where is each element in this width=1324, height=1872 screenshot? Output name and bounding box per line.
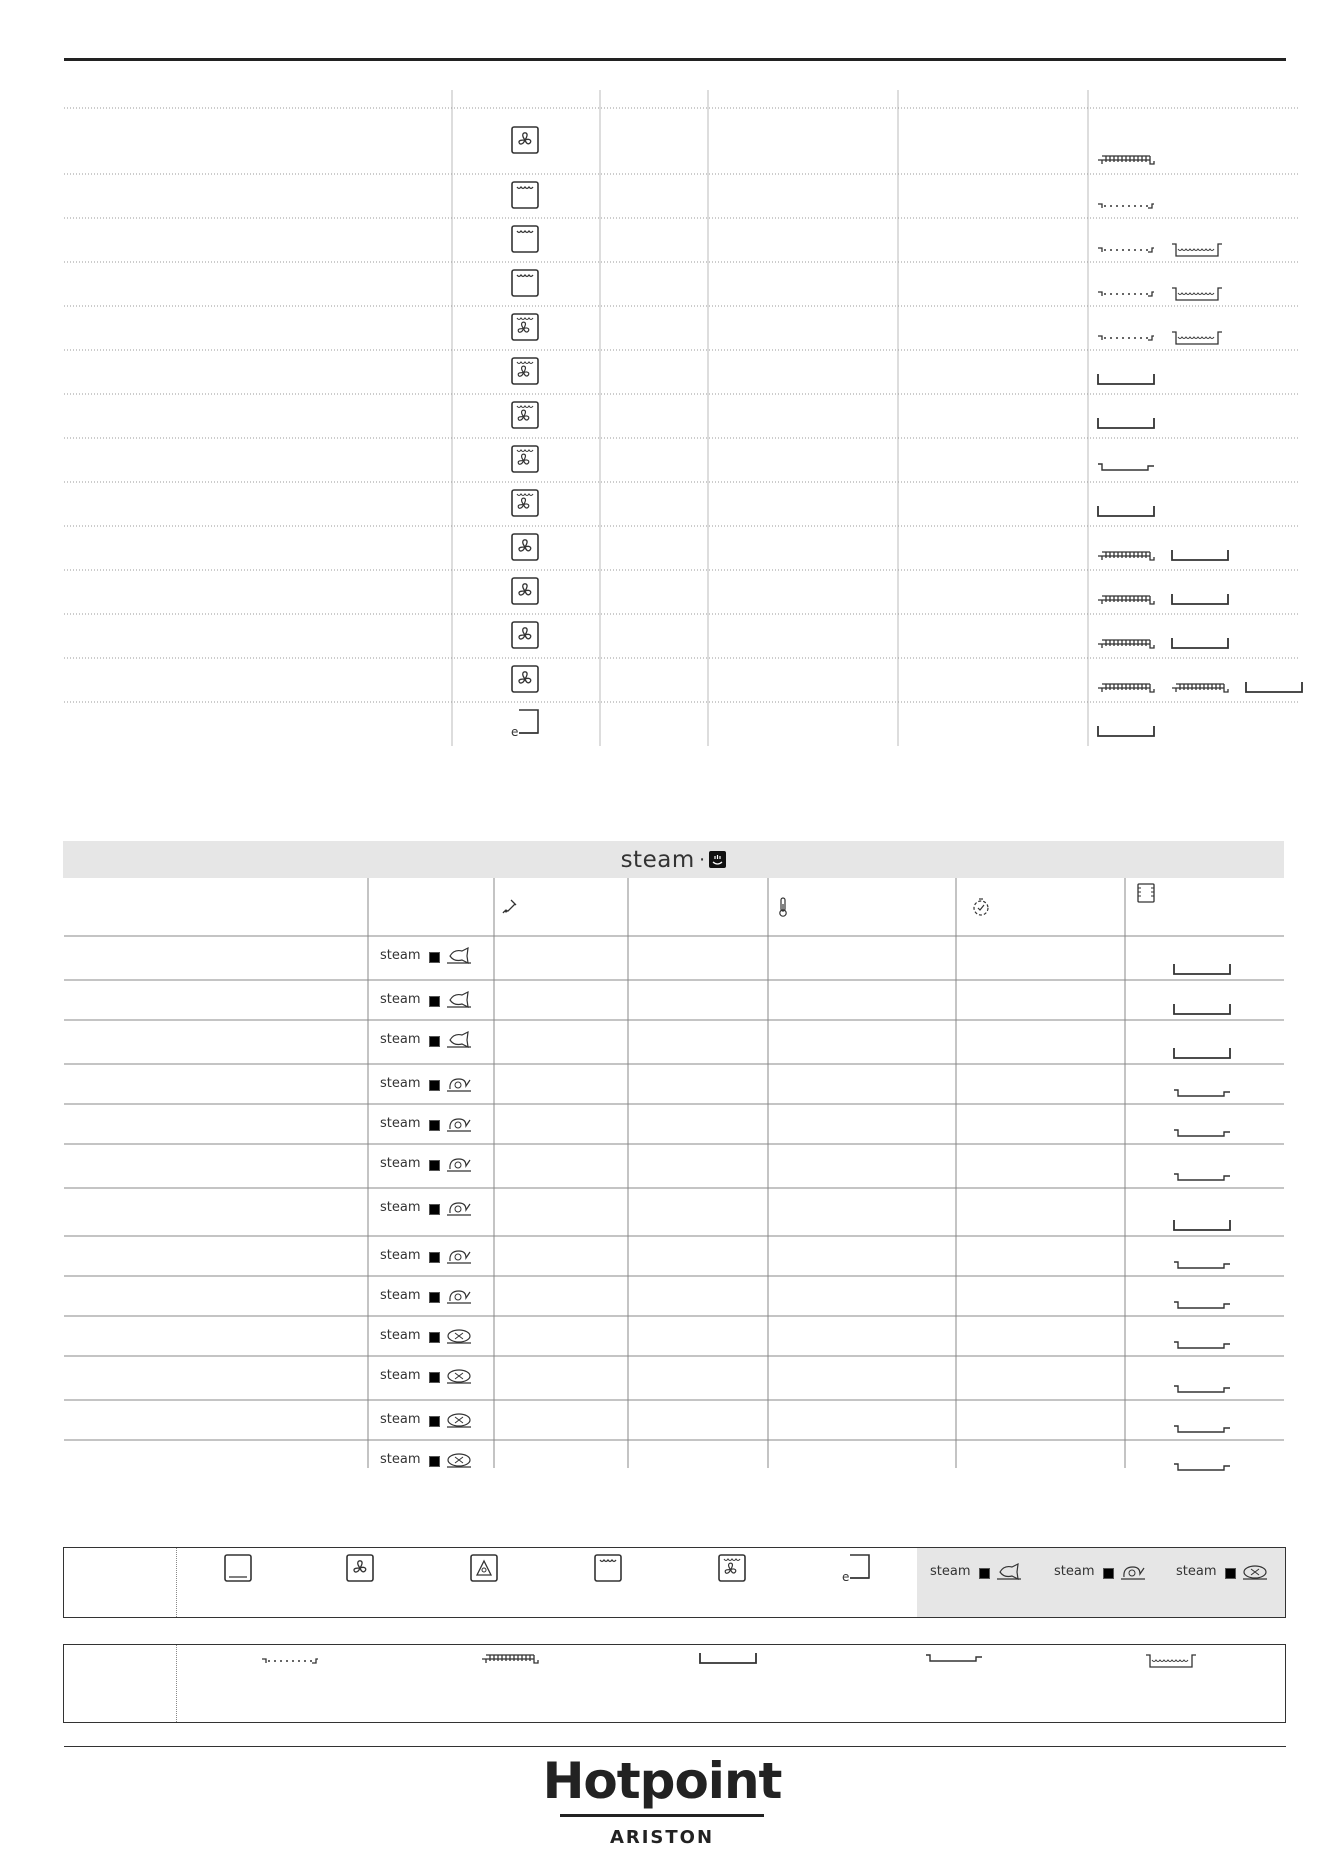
steam-badge-icon [429, 1204, 440, 1215]
baking-tray-icon [1170, 636, 1230, 650]
steam-badge-icon [429, 1292, 440, 1303]
fish-icon [444, 946, 474, 966]
steam-label: steam [380, 1328, 421, 1343]
steam-badge-icon [429, 1120, 440, 1131]
brand-name: Hotpoint [542, 1752, 782, 1810]
baking-tray-icon [1244, 680, 1304, 694]
fish-icon [994, 1562, 1024, 1582]
grill-rack-icon [1096, 548, 1156, 562]
grill-rack-icon [1096, 680, 1156, 694]
baking-tray-icon [1096, 724, 1156, 738]
flat-tray-icon [1172, 1086, 1232, 1100]
steam-label: steam [380, 1032, 421, 1047]
flat-tray-icon [1172, 1258, 1232, 1272]
steam-badge-icon [429, 1252, 440, 1263]
steam-label: steam [380, 1076, 421, 1091]
fan-icon [511, 126, 541, 156]
baking-tray-icon [698, 1651, 758, 1665]
thermometer-icon [776, 896, 790, 918]
baking-tray-icon [1096, 504, 1156, 518]
steam-label: steam [380, 1200, 421, 1215]
legend-accessories [63, 1644, 1286, 1723]
baking-tray-icon [1096, 416, 1156, 430]
grill-fan-icon [511, 313, 541, 343]
drip-tray-icon [1144, 1651, 1198, 1669]
flat-tray-icon [1172, 1460, 1232, 1474]
grill-rack-icon [1096, 152, 1156, 166]
poultry-icon [444, 1286, 474, 1306]
flat-tray-icon [1172, 1382, 1232, 1396]
baking-tray-icon [1170, 592, 1230, 606]
baking-tray-icon [1172, 1218, 1232, 1232]
drip-tray-icon [1170, 328, 1224, 346]
bread-icon [444, 1410, 474, 1430]
conventional-icon [224, 1554, 254, 1584]
flat-tray-icon [1172, 1126, 1232, 1140]
bread-icon [444, 1450, 474, 1470]
steam-badge-icon [429, 1372, 440, 1383]
grill-fan-icon [718, 1554, 748, 1584]
timer-icon [970, 896, 992, 918]
wire-shelf-icon [1096, 196, 1156, 210]
steam-label: steam [380, 992, 421, 1007]
grill-fan-icon [511, 445, 541, 475]
steam-badge-icon [709, 851, 726, 868]
steam-label: steam [380, 1288, 421, 1303]
steam-badge-icon [979, 1568, 990, 1579]
top-heat-icon [594, 1554, 624, 1584]
flat-tray-icon [1172, 1338, 1232, 1352]
top-heat-icon [511, 269, 541, 299]
eco-icon [842, 1554, 872, 1584]
poultry-icon [444, 1198, 474, 1218]
steam-badge-icon [429, 952, 440, 963]
steam-badge-icon [429, 996, 440, 1007]
baking-tray-icon [1172, 1002, 1232, 1016]
svg-text:e: e [842, 1570, 850, 1584]
fan-icon [511, 533, 541, 563]
fan-icon [511, 621, 541, 651]
baking-tray-icon [1172, 962, 1232, 976]
svg-text:e: e [511, 725, 519, 739]
top-heat-icon [511, 181, 541, 211]
steam-badge-icon [429, 1036, 440, 1047]
steam-label: steam [1176, 1564, 1217, 1579]
steam-label: steam [1054, 1564, 1095, 1579]
grill-rack-icon [1096, 636, 1156, 650]
shelf-level-icon [1136, 882, 1156, 904]
baking-tray-icon [1096, 372, 1156, 386]
brand-underline [560, 1814, 764, 1817]
grill-fan-icon [511, 401, 541, 431]
pizza-icon [470, 1554, 500, 1584]
wire-shelf-icon [260, 1651, 320, 1665]
flat-tray-icon [1172, 1170, 1232, 1184]
steam-badge-icon [429, 1456, 440, 1467]
grill-fan-icon [511, 489, 541, 519]
grill-rack-icon [1170, 680, 1230, 694]
baking-tray-icon [1170, 548, 1230, 562]
fan-icon [511, 665, 541, 695]
steam-label: steam [930, 1564, 971, 1579]
steam-badge-icon [429, 1332, 440, 1343]
poultry-icon [444, 1154, 474, 1174]
fish-icon [444, 990, 474, 1010]
drip-tray-icon [1170, 240, 1224, 258]
flat-tray-icon [1096, 460, 1156, 474]
steam-badge-icon [1225, 1568, 1236, 1579]
steam-label: steam [380, 1116, 421, 1131]
steam-title: steam [620, 846, 695, 873]
wire-shelf-icon [1096, 328, 1156, 342]
poultry-icon [444, 1246, 474, 1266]
steam-label: steam [380, 1368, 421, 1383]
steam-badge-icon [429, 1416, 440, 1427]
poultry-icon [1118, 1562, 1148, 1582]
wire-shelf-icon [1096, 284, 1156, 298]
steam-jet-icon [500, 896, 520, 916]
bread-icon [444, 1366, 474, 1386]
poultry-icon [444, 1114, 474, 1134]
steam-section-header: steam · [63, 841, 1284, 878]
flat-tray-icon [1172, 1298, 1232, 1312]
eco-icon [511, 709, 541, 739]
baking-tray-icon [1172, 1046, 1232, 1060]
steam-badge-icon [429, 1080, 440, 1091]
steam-label: steam [380, 1412, 421, 1427]
brand-logo [0, 1744, 1324, 1848]
flat-tray-icon [924, 1651, 984, 1665]
legend-functions [63, 1547, 1286, 1618]
steam-label: steam [380, 948, 421, 963]
fish-icon [444, 1030, 474, 1050]
grill-rack-icon [480, 1651, 540, 1665]
grill-fan-icon [511, 357, 541, 387]
flat-tray-icon [1172, 1422, 1232, 1436]
bread-icon [444, 1326, 474, 1346]
wire-shelf-icon [1096, 240, 1156, 254]
steam-label: steam [380, 1248, 421, 1263]
fan-icon [511, 577, 541, 607]
steam-badge-icon [429, 1160, 440, 1171]
poultry-icon [444, 1074, 474, 1094]
steam-label: steam [380, 1452, 421, 1467]
grill-rack-icon [1096, 592, 1156, 606]
bread-icon [1240, 1562, 1270, 1582]
steam-badge-icon [1103, 1568, 1114, 1579]
brand-subname: ARISTON [609, 1827, 715, 1848]
steam-label: steam [380, 1156, 421, 1171]
top-heat-icon [511, 225, 541, 255]
drip-tray-icon [1170, 284, 1224, 302]
fan-icon [346, 1554, 376, 1584]
